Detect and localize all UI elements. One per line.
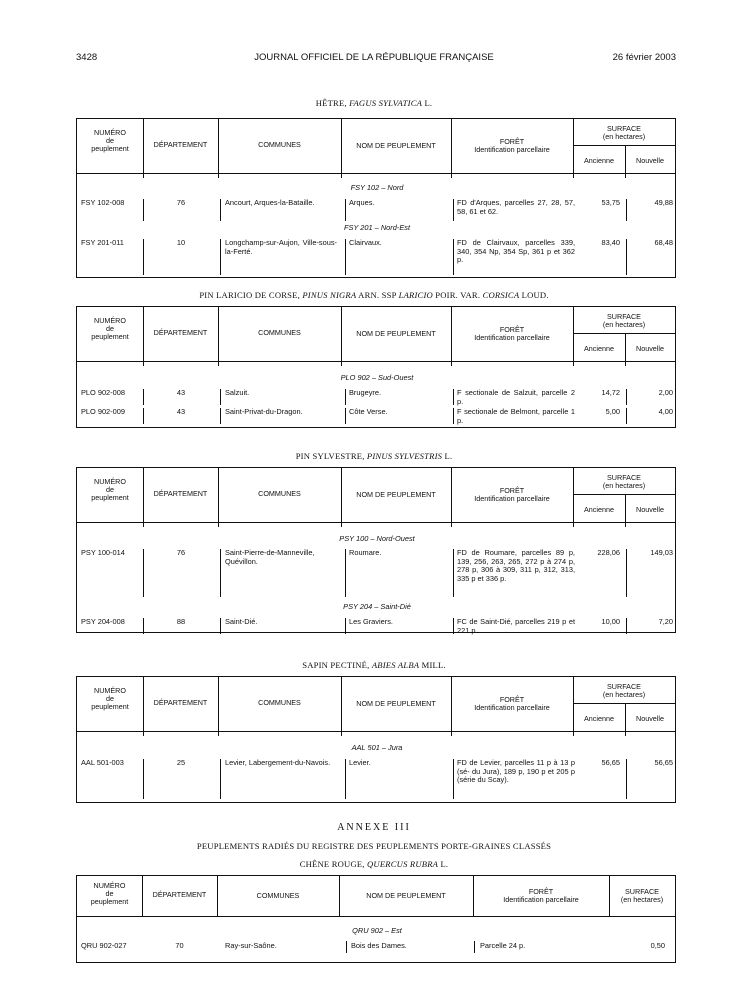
- row-numero: FSY 102-008: [81, 198, 125, 207]
- row-divider: [626, 389, 627, 405]
- publication-date: 26 février 2003: [612, 52, 676, 63]
- col-foret: [451, 326, 573, 342]
- col-foret-sub: Identification parcellaire: [474, 702, 550, 712]
- row-nom: Levier.: [349, 758, 371, 767]
- header-tick: [573, 361, 574, 366]
- col-surface-title: SURFACE: [607, 312, 641, 321]
- species-latin-name: PINUS SYLVESTRIS: [366, 451, 443, 461]
- col-surface-title: SURFACE: [607, 124, 641, 133]
- row-nouvelle: 4,00: [658, 407, 673, 416]
- row-ancienne: 83,40: [601, 238, 620, 247]
- row-divider: [220, 408, 221, 424]
- surface-divider: [573, 145, 675, 146]
- annexe-subtitle: PEUPLEMENTS RADIÉS DU REGISTRE DES PEUPLEMENTS PORTE-GRAINES CLASSÉS: [196, 841, 552, 851]
- row-divider: [626, 408, 627, 424]
- col-communes: COMMUNES: [258, 328, 301, 337]
- group-label: FSY 102 – Nord: [350, 183, 404, 192]
- header-tick: [341, 361, 342, 366]
- header-tick: [451, 731, 452, 736]
- row-nom: Bois des Dames.: [351, 941, 407, 950]
- table-title: [0, 98, 748, 108]
- header-tick: [341, 522, 342, 527]
- row-divider: [453, 408, 454, 424]
- row-divider: [345, 389, 346, 405]
- group-label: PSY 204 – Saint-Dié: [343, 602, 411, 611]
- row-foret: FD d'Arques, parcelles 27, 28, 57, 58, 61 et 62.: [457, 198, 575, 216]
- surface-divider: [573, 333, 675, 334]
- col-foret-title: FORÊT: [499, 325, 525, 334]
- page-number: 3428: [76, 52, 98, 63]
- row-surface: 0,50: [650, 941, 665, 950]
- row-foret: F sectionale de Salzuit, parcelle 2 p.: [457, 388, 575, 406]
- row-nouvelle: 7,20: [658, 617, 673, 626]
- row-numero: PSY 100-014: [81, 548, 125, 557]
- species-table: [76, 306, 676, 428]
- species-latin-name: ABIES ALBA: [371, 660, 420, 670]
- row-foret: FD de Roumare, parcelles 89 p, 139, 256, 263, 265, 272 p à 274 p, 278 p, 306 à 309, 311 p, 312, 313, 335 p et 336 p.: [457, 548, 575, 583]
- col-departement: DÉPARTEMENT: [152, 890, 207, 899]
- col-numero: NUMÉRO de peuplement: [91, 128, 129, 153]
- col-departement: DÉPARTEMENT: [153, 140, 208, 149]
- row-divider: [220, 549, 221, 597]
- header-tick: [451, 173, 452, 178]
- col-surface: [573, 474, 675, 490]
- group-label: PLO 902 – Sud-Ouest: [340, 373, 414, 382]
- row-numero: PLO 902-009: [81, 407, 125, 416]
- row-communes: Ray-sur-Saône.: [225, 941, 277, 950]
- row-ancienne: 5,00: [605, 407, 620, 416]
- col-numero: NUMÉRO de peuplement: [90, 881, 129, 906]
- journal-title: JOURNAL OFFICIEL DE LA RÉPUBLIQUE FRANÇAISE: [254, 52, 494, 63]
- row-foret: F sectionale de Belmont, parcelle 1 p.: [457, 407, 575, 425]
- annexe-table-title: [0, 859, 748, 869]
- header-tick: [451, 361, 452, 366]
- row-divider: [220, 239, 221, 275]
- group-label: QRU 902 – Est: [352, 926, 402, 935]
- row-departement: 76: [176, 548, 186, 557]
- col-foret-title: FORÊT: [499, 486, 525, 495]
- row-divider: [143, 618, 144, 634]
- col-foret-sub: Identification parcellaire: [474, 332, 550, 342]
- col-departement: DÉPARTEMENT: [153, 489, 208, 498]
- header-tick: [218, 731, 219, 736]
- col-departement: DÉPARTEMENT: [153, 328, 208, 337]
- row-divider: [453, 759, 454, 799]
- row-communes: Saint-Dié.: [225, 617, 258, 626]
- col-surface: [573, 313, 675, 329]
- row-departement: 43: [176, 407, 186, 416]
- header-tick: [218, 522, 219, 527]
- col-ancienne: Ancienne: [584, 714, 614, 723]
- row-communes: Longchamp-sur-Aujon, Ville-sous-la-Ferté.: [225, 238, 337, 256]
- species-latin-name: FAGUS SYLVATICA: [349, 98, 423, 108]
- header-tick: [143, 173, 144, 178]
- header-tick: [143, 522, 144, 527]
- row-divider: [143, 759, 144, 799]
- row-divider: [626, 618, 627, 634]
- surface-divider: [573, 703, 675, 704]
- row-divider: [453, 199, 454, 221]
- row-communes: Levier, Labergement-du-Navois.: [225, 758, 331, 767]
- row-foret: FD de Clairvaux, parcelles 339, 340, 354 Np, 354 Sp, 361 p et 362 p.: [457, 238, 575, 265]
- row-divider: [143, 239, 144, 275]
- table-title: [0, 660, 748, 670]
- col-surface: [573, 683, 675, 699]
- row-divider: [143, 389, 144, 405]
- row-foret: FC de Saint-Dié, parcelles 219 p et 221 p.: [457, 617, 575, 635]
- table-title: [0, 451, 748, 461]
- species-name-part: ARN. SSP: [356, 290, 399, 300]
- species-name-part: PIN SYLVESTRE,: [295, 451, 367, 461]
- header-tick: [143, 731, 144, 736]
- species-table: [76, 467, 676, 633]
- row-departement: 25: [176, 758, 186, 767]
- row-communes: Salzuit.: [225, 388, 250, 397]
- col-nom: NOM DE PEUPLEMENT: [356, 329, 436, 338]
- header-tick: [218, 361, 219, 366]
- row-divider: [345, 239, 346, 275]
- species-latin-name: QUERCUS RUBRA: [367, 859, 439, 869]
- group-label: FSY 201 – Nord-Est: [344, 223, 410, 232]
- row-divider: [345, 408, 346, 424]
- header-tick: [625, 173, 626, 178]
- row-nom: Arques.: [349, 198, 375, 207]
- header-tick: [625, 522, 626, 527]
- row-divider: [345, 199, 346, 221]
- col-foret-sub: Identification parcellaire: [474, 144, 550, 154]
- col-numero: NUMÉRO de peuplement: [91, 686, 129, 711]
- col-surface-sub: (en hectares): [602, 319, 646, 329]
- row-divider: [453, 618, 454, 634]
- col-communes: COMMUNES: [258, 140, 301, 149]
- row-departement: 88: [176, 617, 186, 626]
- col-nom: NOM DE PEUPLEMENT: [356, 490, 436, 499]
- col-surface-sub: (en hectares): [602, 480, 646, 490]
- col-departement: DÉPARTEMENT: [153, 698, 208, 707]
- col-surface-sub: (en hectares): [602, 689, 646, 699]
- species-name-part: L.: [442, 451, 453, 461]
- species-table: [76, 118, 676, 278]
- header-tick: [341, 173, 342, 178]
- col-surface: [573, 125, 675, 141]
- row-communes: Saint-Pierre-de-Manneville, Quévillon.: [225, 548, 315, 566]
- col-nom: NOM DE PEUPLEMENT: [366, 891, 446, 900]
- row-foret: Parcelle 24 p.: [480, 941, 526, 950]
- annexe-title: ANNEXE III: [337, 822, 411, 833]
- row-foret: FD de Levier, parcelles 11 p à 13 p (sé- du Jura), 189 p, 190 p et 205 p (série du Scay).: [457, 758, 575, 785]
- species-author: L.: [438, 859, 449, 869]
- surface-divider: [573, 494, 675, 495]
- header-divider: [77, 361, 675, 362]
- col-foret-sub: Identification parcellaire: [474, 493, 550, 503]
- row-nom: Les Graviers.: [349, 617, 393, 626]
- col-nouvelle: Nouvelle: [636, 156, 664, 165]
- col-communes: COMMUNES: [258, 489, 301, 498]
- col-ancienne: Ancienne: [584, 505, 614, 514]
- header-tick: [218, 173, 219, 178]
- row-divider: [626, 759, 627, 799]
- col-foret: [451, 487, 573, 503]
- row-departement: 43: [176, 388, 186, 397]
- table-title: [0, 290, 748, 300]
- row-divider: [143, 199, 144, 221]
- species-latin-name: CORSICA: [482, 290, 520, 300]
- row-divider: [453, 389, 454, 405]
- row-divider: [220, 389, 221, 405]
- row-divider: [220, 618, 221, 634]
- col-nouvelle: Nouvelle: [636, 505, 664, 514]
- col-nom: NOM DE PEUPLEMENT: [356, 141, 436, 150]
- row-numero: PLO 902-008: [81, 388, 125, 397]
- col-foret-title: FORÊT: [499, 695, 525, 704]
- header-tick: [143, 361, 144, 366]
- row-divider: [626, 239, 627, 275]
- species-name-part: SAPIN PECTINÉ,: [302, 660, 372, 670]
- header-tick: [573, 173, 574, 178]
- row-departement: 70: [175, 941, 184, 950]
- row-nouvelle: 2,00: [658, 388, 673, 397]
- row-divider: [626, 199, 627, 221]
- col-surface-title: SURFACE: [607, 473, 641, 482]
- row-communes: Saint-Privat-du-Dragon.: [225, 407, 303, 416]
- header-tick: [341, 731, 342, 736]
- species-name-part: L.: [422, 98, 433, 108]
- row-divider: [626, 549, 627, 597]
- row-divider: [220, 199, 221, 221]
- row-nouvelle: 49,88: [654, 198, 673, 207]
- header-tick: [625, 731, 626, 736]
- col-ancienne: Ancienne: [584, 344, 614, 353]
- col-foret: [451, 138, 573, 154]
- row-divider: [345, 759, 346, 799]
- col-nouvelle: Nouvelle: [636, 714, 664, 723]
- row-numero: QRU 902-027: [81, 941, 127, 950]
- row-divider: [220, 759, 221, 799]
- species-name-part: LOUD.: [519, 290, 549, 300]
- row-nom: Brugeyre.: [349, 388, 382, 397]
- row-numero: FSY 201-011: [81, 238, 124, 247]
- row-nom: Côte Verse.: [349, 407, 388, 416]
- group-label: AAL 501 – Jura: [351, 743, 403, 752]
- row-numero: AAL 501-003: [81, 758, 124, 767]
- row-divider: [345, 618, 346, 634]
- row-nouvelle: 56,65: [654, 758, 673, 767]
- col-nouvelle: Nouvelle: [636, 344, 664, 353]
- header-tick: [573, 522, 574, 527]
- row-nom: Clairvaux.: [349, 238, 382, 247]
- annexe-table: [76, 875, 676, 963]
- col-surface-sub: (en hectares): [602, 131, 646, 141]
- row-divider: [143, 549, 144, 597]
- species-name-part: HÊTRE,: [315, 98, 350, 108]
- row-nom: Roumare.: [349, 548, 382, 557]
- row-departement: 76: [176, 198, 186, 207]
- row-ancienne: 10,00: [601, 617, 620, 626]
- row-nouvelle: 149,03: [650, 548, 673, 557]
- header-tick: [625, 361, 626, 366]
- species-common-name: CHÊNE ROUGE,: [299, 859, 368, 869]
- row-ancienne: 53,75: [601, 198, 620, 207]
- species-table: [76, 676, 676, 803]
- row-ancienne: 228,06: [597, 548, 620, 557]
- col-surface: SURFACE (en hectares): [620, 887, 664, 904]
- header-divider: [77, 522, 675, 523]
- row-nouvelle: 68,48: [654, 238, 673, 247]
- group-label: PSY 100 – Nord-Ouest: [339, 534, 415, 543]
- col-numero: NUMÉRO de peuplement: [91, 316, 129, 341]
- col-numero: NUMÉRO de peuplement: [91, 477, 129, 502]
- col-foret-title: FORÊT: [499, 137, 525, 146]
- species-latin-name: PINUS NIGRA: [302, 290, 357, 300]
- species-latin-name: LARICIO: [398, 290, 433, 300]
- col-communes: COMMUNES: [258, 698, 301, 707]
- col-communes: COMMUNES: [256, 891, 300, 900]
- header-divider: [77, 173, 675, 174]
- species-name-part: PIN LARICIO DE CORSE,: [199, 290, 303, 300]
- col-foret: FORÊT Identification parcellaire: [503, 887, 579, 904]
- species-name-part: MILL.: [419, 660, 446, 670]
- header-divider: [77, 731, 675, 732]
- row-ancienne: 14,72: [601, 388, 620, 397]
- row-divider: [453, 239, 454, 275]
- row-communes: Ancourt, Arques-la-Bataille.: [225, 198, 315, 207]
- col-nom: NOM DE PEUPLEMENT: [356, 699, 436, 708]
- row-divider: [143, 408, 144, 424]
- row-divider: [453, 549, 454, 597]
- row-numero: PSY 204-008: [81, 617, 125, 626]
- row-divider: [345, 549, 346, 597]
- row-departement: 10: [176, 238, 186, 247]
- header-tick: [451, 522, 452, 527]
- species-name-part: POIR. VAR.: [432, 290, 483, 300]
- col-surface-title: SURFACE: [607, 682, 641, 691]
- col-foret: [451, 696, 573, 712]
- row-ancienne: 56,65: [601, 758, 620, 767]
- col-ancienne: Ancienne: [584, 156, 614, 165]
- header-tick: [573, 731, 574, 736]
